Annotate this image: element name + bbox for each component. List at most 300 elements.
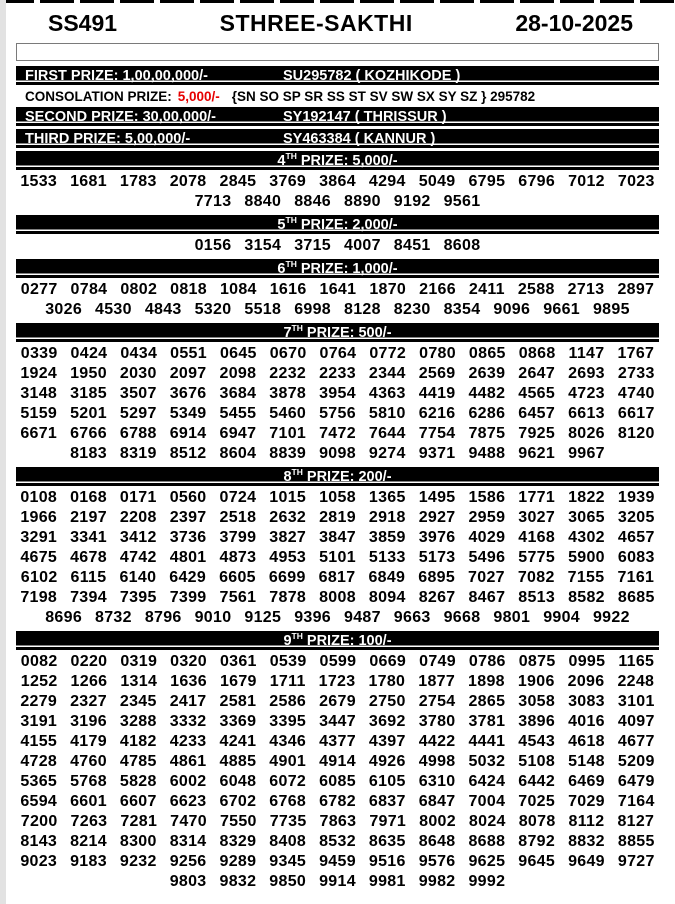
prize-number: 1165 bbox=[618, 653, 655, 670]
prize-number: 8112 bbox=[568, 813, 605, 830]
prize-number: 2097 bbox=[169, 365, 207, 382]
prize-number: 2679 bbox=[319, 693, 356, 710]
prize-number: 0424 bbox=[70, 345, 108, 362]
prize-number: 0551 bbox=[170, 345, 207, 362]
number-row bbox=[0, 172, 675, 192]
prize-number: 6817 bbox=[318, 569, 356, 586]
prize-number: 9096 bbox=[493, 301, 531, 318]
prize-number: 0995 bbox=[568, 653, 606, 670]
prize-number: 3205 bbox=[617, 509, 655, 526]
prize-number: 9982 bbox=[418, 873, 456, 890]
prize-number: 1058 bbox=[319, 489, 356, 506]
consolation-series: {SN SO SP SR SS ST SV SW SX SY SZ } 295782 bbox=[231, 89, 536, 104]
prize-number: 8846 bbox=[294, 193, 331, 210]
prize-number: 4565 bbox=[518, 385, 556, 402]
prize-number: 3196 bbox=[70, 713, 107, 730]
prize-number: 9914 bbox=[319, 873, 356, 890]
prize-number: 4861 bbox=[169, 753, 207, 770]
prize-number: 9010 bbox=[194, 609, 232, 626]
prize-number: 0645 bbox=[219, 345, 257, 362]
prize-number: 3395 bbox=[269, 713, 307, 730]
prize-number: 6102 bbox=[20, 569, 58, 586]
prize-number: 0082 bbox=[20, 653, 58, 670]
number-row bbox=[0, 652, 675, 672]
prize-number: 5133 bbox=[368, 549, 406, 566]
prize-ordinal-suffix: TH bbox=[291, 322, 303, 333]
prize-number: 1533 bbox=[20, 173, 58, 190]
prize-number: 6837 bbox=[368, 793, 406, 810]
prize-bar-title bbox=[283, 466, 392, 485]
prize-number: 0802 bbox=[120, 281, 158, 298]
prize-number: 6286 bbox=[468, 405, 506, 422]
prize-number: 7394 bbox=[70, 589, 107, 606]
prize-number: 4182 bbox=[119, 733, 157, 750]
prize-number: 4530 bbox=[95, 301, 132, 318]
prize-numbers-5th bbox=[0, 236, 675, 256]
prize-number: 3332 bbox=[169, 713, 207, 730]
prize-number: 7198 bbox=[20, 589, 58, 606]
prize-number: 0749 bbox=[419, 653, 456, 670]
prize-ordinal: 8 bbox=[283, 468, 292, 485]
prize-number: 7200 bbox=[20, 813, 58, 830]
prize-number: 2279 bbox=[20, 693, 58, 710]
prize-number: 7023 bbox=[617, 173, 655, 190]
prize-number: 9192 bbox=[393, 193, 431, 210]
prize-number: 8608 bbox=[443, 237, 481, 254]
prize-number: 2632 bbox=[269, 509, 307, 526]
prize-number: 4742 bbox=[119, 549, 157, 566]
prize-number: 3058 bbox=[518, 693, 556, 710]
prize-ordinal-suffix: TH bbox=[291, 630, 303, 641]
prize-number: 8127 bbox=[617, 813, 655, 830]
result-header bbox=[0, 3, 675, 40]
prize-number: 5108 bbox=[518, 753, 556, 770]
prize-number: 4728 bbox=[20, 753, 58, 770]
prize-number: 2927 bbox=[418, 509, 456, 526]
prize-sections bbox=[0, 151, 675, 892]
prize-number: 3799 bbox=[219, 529, 257, 546]
prize-numbers-4th bbox=[0, 172, 675, 212]
first-prize-winner: SU295782 ( KOZHIKODE ) bbox=[283, 67, 461, 84]
prize-number: 5810 bbox=[368, 405, 406, 422]
prize-number: 9621 bbox=[518, 445, 556, 462]
prize-number: 2030 bbox=[119, 365, 157, 382]
prize-number: 9516 bbox=[368, 853, 406, 870]
prize-number: 6796 bbox=[518, 173, 556, 190]
prize-number: 2411 bbox=[468, 281, 505, 298]
number-row bbox=[0, 424, 675, 444]
prize-number: 7550 bbox=[219, 813, 257, 830]
prize-number: 8840 bbox=[244, 193, 282, 210]
prize-number: 7004 bbox=[468, 793, 506, 810]
prize-number: 5460 bbox=[269, 405, 307, 422]
prize-number: 3288 bbox=[119, 713, 157, 730]
prize-number: 3692 bbox=[368, 713, 406, 730]
prize-numbers-8th bbox=[0, 488, 675, 628]
prize-number: 6140 bbox=[119, 569, 157, 586]
prize-number: 0434 bbox=[120, 345, 158, 362]
prize-number: 1586 bbox=[468, 489, 506, 506]
prize-number: 6768 bbox=[269, 793, 307, 810]
prize-number: 6216 bbox=[418, 405, 456, 422]
first-prize-label: FIRST PRIZE: 1,00,00,000/- bbox=[25, 67, 208, 84]
prize-number: 6601 bbox=[70, 793, 107, 810]
prize-ordinal: 5 bbox=[277, 216, 286, 233]
prize-number: 9256 bbox=[169, 853, 207, 870]
prize-number: 9803 bbox=[169, 873, 207, 890]
prize-number: 5148 bbox=[568, 753, 605, 770]
prize-number: 7101 bbox=[269, 425, 307, 442]
prize-number: 2518 bbox=[219, 509, 257, 526]
second-prize-bar bbox=[16, 107, 659, 126]
prize-number: 0156 bbox=[194, 237, 232, 254]
prize-number: 3026 bbox=[45, 301, 83, 318]
prize-number: 2918 bbox=[368, 509, 406, 526]
prize-number: 9649 bbox=[568, 853, 605, 870]
prize-number: 2713 bbox=[567, 281, 605, 298]
prize-number: 9727 bbox=[617, 853, 655, 870]
prize-number: 8230 bbox=[393, 301, 431, 318]
consolation-amount: 5,000/- bbox=[177, 89, 220, 104]
prize-number: 7470 bbox=[170, 813, 207, 830]
prize-number: 6947 bbox=[219, 425, 257, 442]
prize-number: 6310 bbox=[418, 773, 456, 790]
prize-number: 2248 bbox=[617, 673, 655, 690]
prize-number: 1365 bbox=[368, 489, 406, 506]
prize-number: 7399 bbox=[169, 589, 207, 606]
prize-number: 6998 bbox=[294, 301, 331, 318]
prize-number: 9895 bbox=[592, 301, 630, 318]
prize-number: 1147 bbox=[568, 345, 605, 362]
prize-number: 3447 bbox=[319, 713, 356, 730]
prize-number: 4843 bbox=[144, 301, 182, 318]
prize-number: 4097 bbox=[617, 713, 655, 730]
prize-number: 8078 bbox=[518, 813, 556, 830]
prize-number: 2197 bbox=[70, 509, 107, 526]
prize-number: 2733 bbox=[617, 365, 655, 382]
prize-number: 9576 bbox=[418, 853, 456, 870]
prize-number: 2754 bbox=[418, 693, 456, 710]
lottery-title: STHREE-SAKTHI bbox=[219, 10, 413, 36]
prize-number: 1015 bbox=[269, 489, 307, 506]
prize-number: 7878 bbox=[269, 589, 307, 606]
prize-number: 8635 bbox=[368, 833, 406, 850]
prize-number: 8604 bbox=[219, 445, 257, 462]
prize-number: 7644 bbox=[368, 425, 406, 442]
prize-number: 4179 bbox=[70, 733, 107, 750]
prize-number: 6849 bbox=[368, 569, 406, 586]
prize-number: 8319 bbox=[119, 445, 157, 462]
prize-number: 5349 bbox=[169, 405, 207, 422]
prize-number: 9274 bbox=[368, 445, 406, 462]
prize-number: 7027 bbox=[468, 569, 505, 586]
number-row bbox=[0, 568, 675, 588]
prize-number: 8512 bbox=[169, 445, 207, 462]
prize-number: 8094 bbox=[368, 589, 406, 606]
prize-number: 5297 bbox=[119, 405, 157, 422]
prize-number: 8143 bbox=[20, 833, 58, 850]
prize-ordinal-suffix: TH bbox=[285, 150, 297, 161]
prize-number: 7082 bbox=[517, 569, 555, 586]
number-row bbox=[0, 384, 675, 404]
prize-number: 7164 bbox=[617, 793, 655, 810]
prize-number: 5159 bbox=[20, 405, 58, 422]
number-row bbox=[0, 548, 675, 568]
prize-number: 3769 bbox=[269, 173, 307, 190]
prize-number: 3878 bbox=[269, 385, 307, 402]
prize-number: 2639 bbox=[468, 365, 506, 382]
prize-number: 4914 bbox=[319, 753, 356, 770]
prize-number: 5455 bbox=[219, 405, 257, 422]
prize-number: 2897 bbox=[617, 281, 655, 298]
prize-number: 0539 bbox=[269, 653, 307, 670]
prize-number: 4801 bbox=[169, 549, 207, 566]
prize-number: 9645 bbox=[518, 853, 556, 870]
prize-number: 6085 bbox=[319, 773, 356, 790]
prize-number: 4740 bbox=[617, 385, 655, 402]
number-row bbox=[0, 712, 675, 732]
prize-number: 8451 bbox=[393, 237, 431, 254]
prize-number: 0818 bbox=[170, 281, 207, 298]
prize-number: 6788 bbox=[119, 425, 157, 442]
prize-number: 5173 bbox=[418, 549, 456, 566]
prize-number: 4760 bbox=[70, 753, 107, 770]
number-row bbox=[0, 528, 675, 548]
prize-number: 9922 bbox=[592, 609, 630, 626]
prize-number: 0361 bbox=[219, 653, 257, 670]
prize-number: 9904 bbox=[543, 609, 580, 626]
prize-number: 4422 bbox=[418, 733, 456, 750]
prize-number: 0724 bbox=[219, 489, 257, 506]
prize-number: 7263 bbox=[70, 813, 108, 830]
prize-number: 1783 bbox=[119, 173, 157, 190]
prize-number: 0868 bbox=[518, 345, 556, 362]
prize-number: 1906 bbox=[517, 673, 555, 690]
prize-number: 3676 bbox=[169, 385, 207, 402]
prize-number: 2078 bbox=[169, 173, 207, 190]
prize-number: 4482 bbox=[468, 385, 506, 402]
prize-number: 7472 bbox=[319, 425, 356, 442]
prize-number: 6623 bbox=[169, 793, 207, 810]
prize-number: 8732 bbox=[95, 609, 132, 626]
prize-number: 9561 bbox=[443, 193, 481, 210]
prize-number: 3291 bbox=[20, 529, 58, 546]
prize-number: 8183 bbox=[70, 445, 107, 462]
prize-number: 3684 bbox=[219, 385, 257, 402]
prize-number: 6594 bbox=[20, 793, 58, 810]
prize-bar-title bbox=[277, 150, 398, 169]
prize-amount: PRIZE: 200/- bbox=[302, 468, 392, 485]
prize-number: 1641 bbox=[319, 281, 357, 298]
prize-number: 7012 bbox=[568, 173, 605, 190]
prize-number: 2233 bbox=[319, 365, 356, 382]
prize-bar-8th bbox=[16, 467, 659, 486]
prize-ordinal-suffix: TH bbox=[285, 214, 297, 225]
third-prize-label: THIRD PRIZE: 5,00,000/- bbox=[25, 130, 191, 147]
prize-number: 3507 bbox=[119, 385, 157, 402]
prize-number: 9625 bbox=[468, 853, 506, 870]
prize-number: 0320 bbox=[170, 653, 207, 670]
prize-bar-4th bbox=[16, 151, 659, 170]
prize-number: 1870 bbox=[369, 281, 407, 298]
prize-number: 5828 bbox=[119, 773, 157, 790]
prize-number: 3191 bbox=[20, 713, 58, 730]
prize-number: 3954 bbox=[319, 385, 356, 402]
prize-number: 4233 bbox=[169, 733, 207, 750]
prize-number: 5032 bbox=[468, 753, 506, 770]
prize-number: 6617 bbox=[617, 405, 655, 422]
prize-bar-title bbox=[283, 322, 392, 341]
prize-number: 9396 bbox=[294, 609, 331, 626]
prize-number: 1252 bbox=[20, 673, 58, 690]
prize-number: 6613 bbox=[568, 405, 605, 422]
prize-number: 6479 bbox=[617, 773, 655, 790]
number-row bbox=[0, 872, 675, 892]
prize-number: 6795 bbox=[468, 173, 506, 190]
prize-number: 3736 bbox=[169, 529, 207, 546]
prize-ordinal: 6 bbox=[277, 260, 286, 277]
prize-number: 4723 bbox=[568, 385, 605, 402]
prize-number: 1767 bbox=[617, 345, 655, 362]
prize-number: 2865 bbox=[468, 693, 506, 710]
prize-number: 5496 bbox=[468, 549, 506, 566]
prize-number: 4543 bbox=[518, 733, 556, 750]
number-row bbox=[0, 444, 675, 464]
prize-number: 9345 bbox=[269, 853, 307, 870]
prize-number: 0670 bbox=[269, 345, 307, 362]
prize-ordinal-suffix: TH bbox=[285, 258, 297, 269]
prize-number: 1877 bbox=[418, 673, 456, 690]
prize-number: 4998 bbox=[418, 753, 456, 770]
prize-number: 6115 bbox=[70, 569, 107, 586]
prize-number: 4901 bbox=[269, 753, 307, 770]
prize-number: 5775 bbox=[518, 549, 556, 566]
prize-amount: PRIZE: 500/- bbox=[302, 324, 392, 341]
prize-number: 0277 bbox=[20, 281, 58, 298]
number-row bbox=[0, 772, 675, 792]
prize-number: 7161 bbox=[617, 569, 655, 586]
prize-number: 3185 bbox=[70, 385, 107, 402]
prize-number: 9371 bbox=[418, 445, 456, 462]
prize-number: 0220 bbox=[70, 653, 108, 670]
prize-number: 1924 bbox=[20, 365, 58, 382]
prize-amount: PRIZE: 2,000/- bbox=[296, 216, 398, 233]
prize-number: 7281 bbox=[120, 813, 158, 830]
prize-number: 2098 bbox=[219, 365, 257, 382]
prize-number: 7395 bbox=[119, 589, 157, 606]
number-row bbox=[0, 280, 675, 300]
prize-number: 4294 bbox=[368, 173, 406, 190]
prize-number: 1616 bbox=[269, 281, 307, 298]
prize-number: 9801 bbox=[493, 609, 531, 626]
prize-number: 0319 bbox=[120, 653, 158, 670]
prize-number: 8792 bbox=[518, 833, 556, 850]
prize-number: 7925 bbox=[518, 425, 556, 442]
prize-ordinal-suffix: TH bbox=[291, 466, 303, 477]
prize-number: 3065 bbox=[568, 509, 605, 526]
prize-number: 2569 bbox=[418, 365, 456, 382]
prize-number: 8688 bbox=[468, 833, 506, 850]
number-row bbox=[0, 344, 675, 364]
prize-number: 4785 bbox=[119, 753, 157, 770]
prize-number: 1495 bbox=[418, 489, 456, 506]
prize-number: 8513 bbox=[518, 589, 556, 606]
prize-number: 3412 bbox=[119, 529, 157, 546]
prize-bar-5th bbox=[16, 215, 659, 234]
prize-number: 6083 bbox=[617, 549, 655, 566]
prize-number: 8120 bbox=[617, 425, 655, 442]
prize-number: 7863 bbox=[319, 813, 357, 830]
number-row bbox=[0, 792, 675, 812]
prize-number: 7025 bbox=[518, 793, 556, 810]
prize-number: 3369 bbox=[219, 713, 257, 730]
consolation-label: CONSOLATION PRIZE: bbox=[25, 89, 172, 104]
prize-number: 6895 bbox=[418, 569, 456, 586]
third-prize-bar bbox=[16, 129, 659, 148]
prize-bar-title bbox=[277, 214, 398, 233]
prize-bar-6th bbox=[16, 259, 659, 278]
prize-number: 2845 bbox=[219, 173, 257, 190]
prize-number: 6469 bbox=[568, 773, 605, 790]
prize-number: 3083 bbox=[568, 693, 605, 710]
prize-number: 2647 bbox=[518, 365, 556, 382]
prize-number: 7971 bbox=[369, 813, 407, 830]
prize-number: 7754 bbox=[418, 425, 456, 442]
prize-number: 9289 bbox=[219, 853, 257, 870]
number-row bbox=[0, 812, 675, 832]
prize-number: 1681 bbox=[70, 173, 107, 190]
first-prize-bar bbox=[16, 66, 659, 85]
number-row bbox=[0, 732, 675, 752]
number-row bbox=[0, 508, 675, 528]
prize-number: 6766 bbox=[70, 425, 107, 442]
prize-number: 0784 bbox=[70, 281, 108, 298]
prize-ordinal: 7 bbox=[283, 324, 292, 341]
prize-number: 8267 bbox=[418, 589, 456, 606]
prize-number: 4241 bbox=[219, 733, 257, 750]
prize-number: 2750 bbox=[368, 693, 406, 710]
prize-number: 9487 bbox=[344, 609, 381, 626]
number-row bbox=[0, 752, 675, 772]
prize-number: 2166 bbox=[419, 281, 456, 298]
number-row bbox=[0, 672, 675, 692]
prize-number: 7029 bbox=[568, 793, 605, 810]
prize-number: 0168 bbox=[70, 489, 107, 506]
prize-numbers-7th bbox=[0, 344, 675, 464]
prize-number: 5900 bbox=[568, 549, 605, 566]
prize-number: 0339 bbox=[20, 345, 58, 362]
prize-number: 0108 bbox=[20, 489, 58, 506]
prize-number: 5320 bbox=[194, 301, 232, 318]
prize-number: 8008 bbox=[319, 589, 356, 606]
second-prize-label: SECOND PRIZE: 30,00,000/- bbox=[25, 108, 216, 125]
prize-number: 1723 bbox=[318, 673, 356, 690]
prize-numbers-6th bbox=[0, 280, 675, 320]
prize-number: 4155 bbox=[20, 733, 58, 750]
prize-number: 4419 bbox=[418, 385, 456, 402]
page-edge bbox=[0, 0, 6, 904]
prize-number: 1771 bbox=[518, 489, 556, 506]
prize-number: 3859 bbox=[368, 529, 406, 546]
number-row bbox=[0, 488, 675, 508]
prize-amount: PRIZE: 5,000/- bbox=[296, 152, 398, 169]
prize-number: 2586 bbox=[269, 693, 307, 710]
prize-number: 9981 bbox=[368, 873, 406, 890]
prize-number: 8890 bbox=[344, 193, 381, 210]
prize-number: 3148 bbox=[20, 385, 58, 402]
number-row bbox=[0, 608, 675, 628]
prize-number: 4657 bbox=[617, 529, 655, 546]
